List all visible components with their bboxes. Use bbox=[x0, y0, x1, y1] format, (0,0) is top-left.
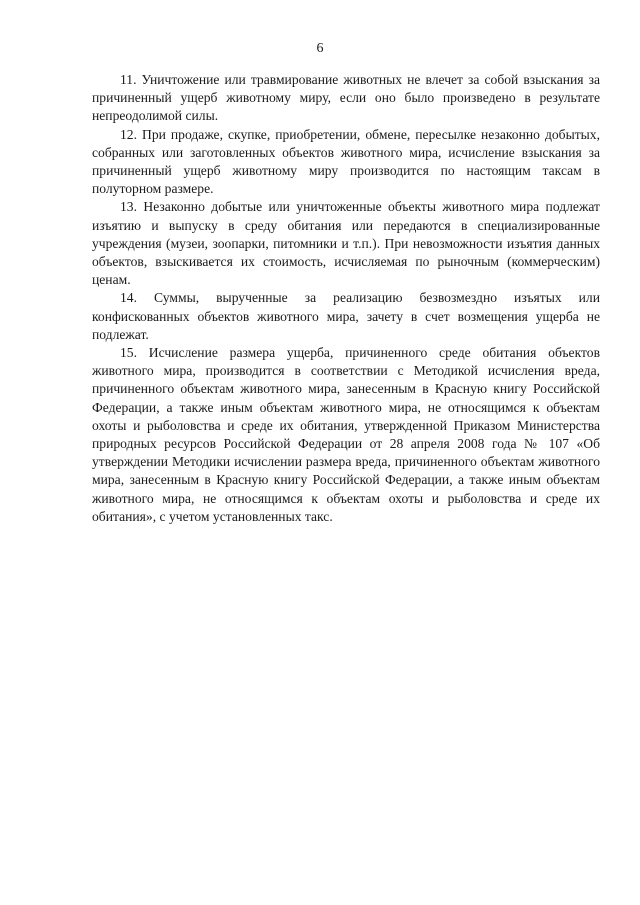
page-number: 6 bbox=[316, 41, 324, 56]
paragraph-14: 14. Суммы, вырученные за реализацию безвозмездно изъятых или конфискованных объектов животного мира, зачету в счет возмещения ущерба не подлежат. bbox=[92, 290, 600, 342]
document-body bbox=[92, 71, 600, 526]
paragraph-13: 13. Незаконно добытые или уничтоженные объекты животного мира подлежат изъятию и выпуску в среду обитания или передаются в специализированные учреждения (музеи, зоопарки, питомники и т.п.). При невозможности изъятия данных объектов, взыскивается их стоимость, исчисляемая по рыночным (коммерческим) ценам. bbox=[92, 199, 600, 288]
paragraph-11: 11. Уничтожение или травмирование животных не влечет за собой взыскания за причиненный ущерб животному миру, если оно было произведено в результате непреодолимой силы. bbox=[92, 72, 600, 124]
paragraph-15: 15. Исчисление размера ущерба, причиненного среде обитания объектов животного мира, производится в соответствии с Методикой исчисления вреда, причиненного объектам животного мира, занесенным в Красную книгу Российской Федерации, а также иным объектам животного мира, не относящимся к объектам охоты и рыболовства и среде их обитания, утвержденной Приказом Министерства природных ресурсов Российской Федерации от 28 апреля 2008 года № 107 «Об утверждении Методики исчислении размера вреда, причиненного объектам животного мира, занесенным в Красную книгу Российской Федерации, а также иным объектам животного мира, не относящимся к объектам охоты и рыболовства и среде их обитания», с учетом установленных такс. bbox=[92, 345, 600, 524]
paragraph-12: 12. При продаже, скупке, приобретении, обмене, пересылке незаконно добытых, собранных или заготовленных объектов животного мира, исчисление взыскания за причиненный ущерб животному миру производится по настоящим таксам в полуторном размере. bbox=[92, 126, 600, 197]
